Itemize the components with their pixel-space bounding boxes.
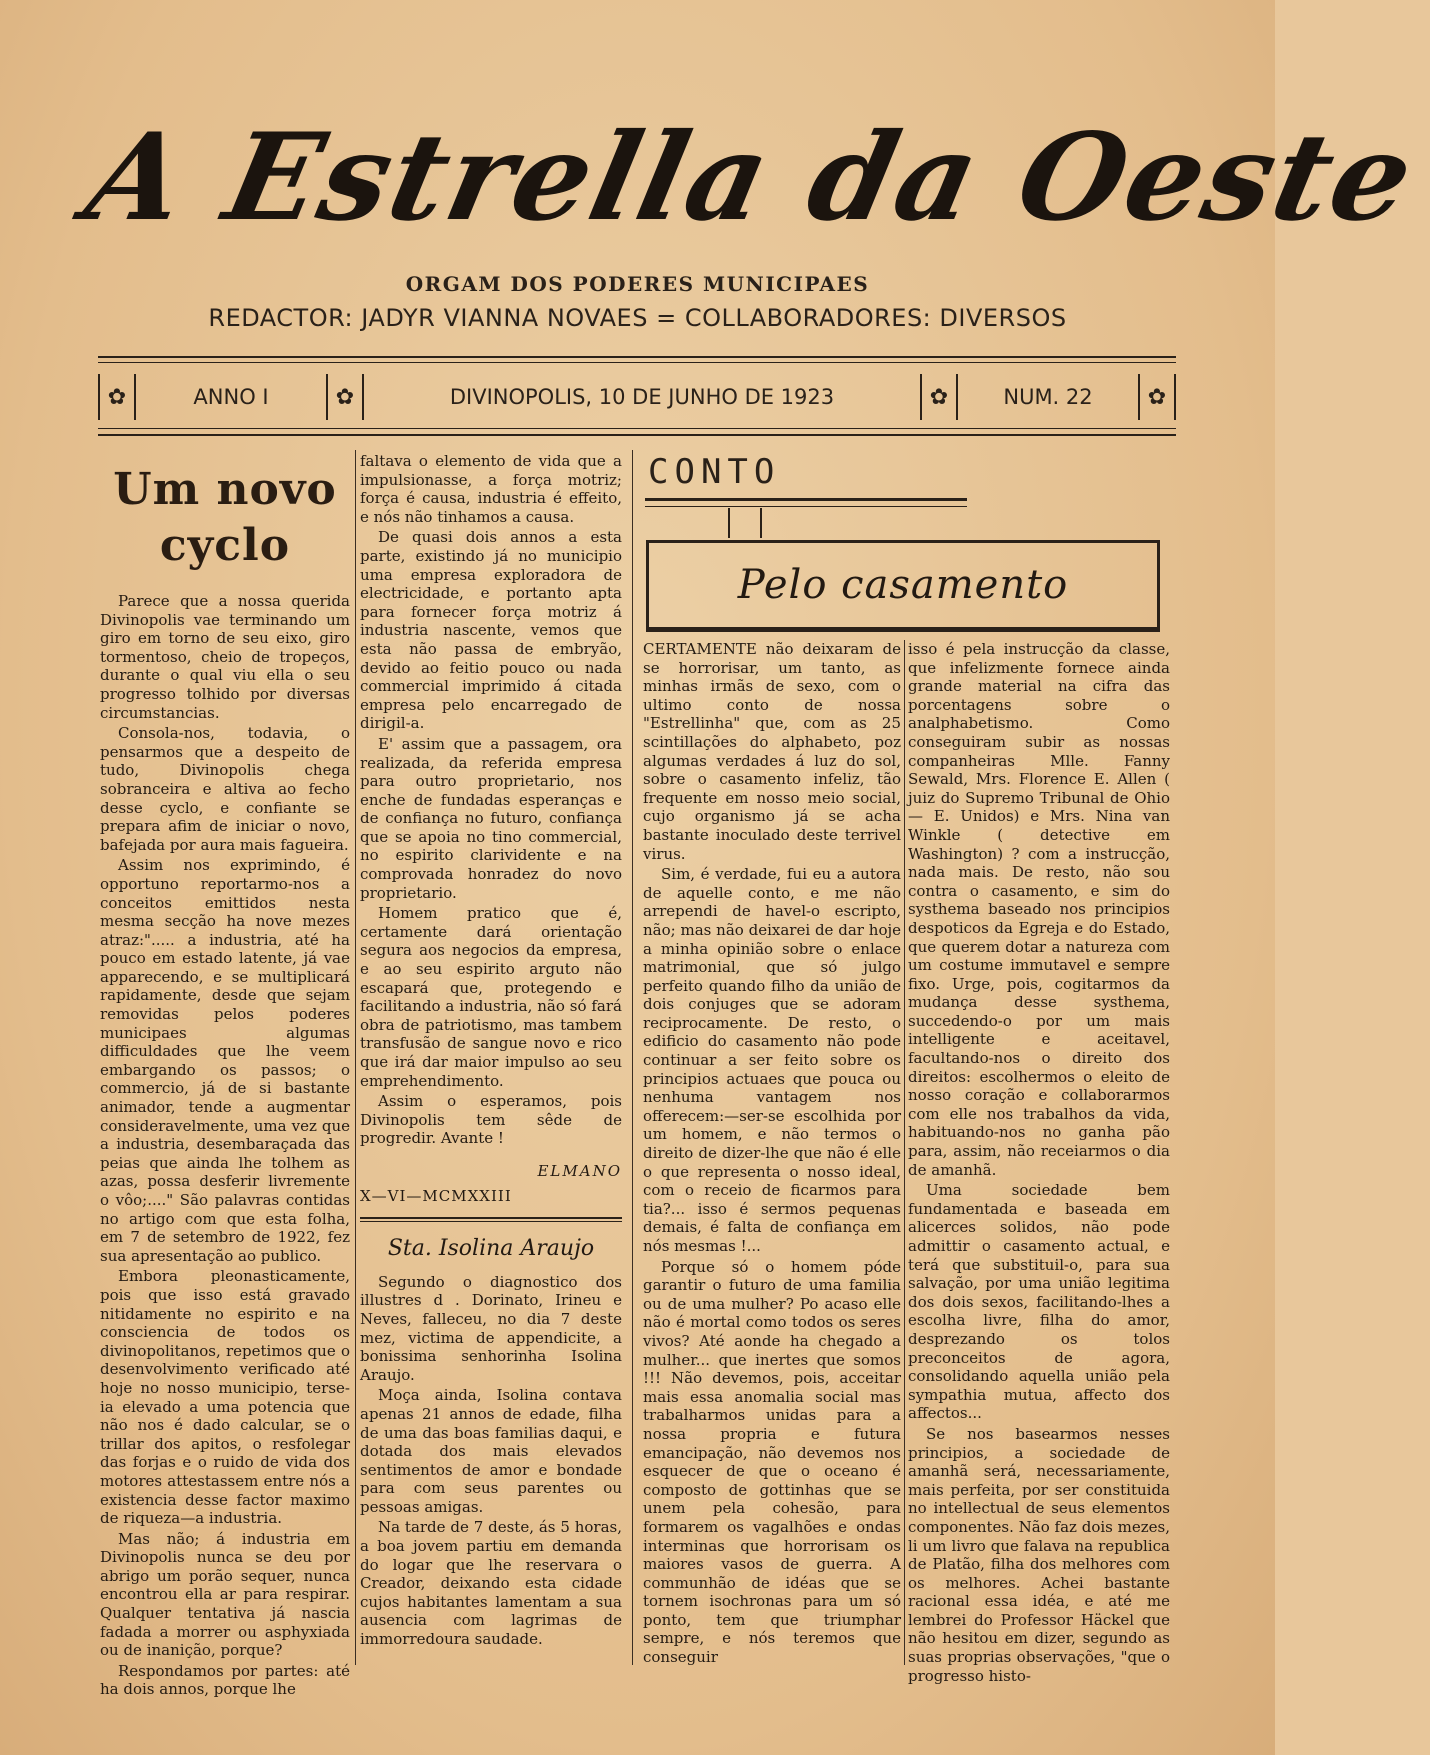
- section-divider-thin: [360, 1221, 622, 1222]
- article-paragraph: E' assim que a passagem, ora realizada, da referida empresa para outro proprietario, nos enche de fundadas esperanças e de confiança no futuro, confiança que se apoia no tino commercial, no espirito clarividente e na comprovada honradez do novo proprietario.: [360, 734, 622, 902]
- article-dateline: X—VI—MCMXXIII: [360, 1186, 512, 1205]
- tale-title: Pelo casamento: [646, 540, 1160, 632]
- tale-paragraph: Porque só o homem póde garantir o futuro de uma familia ou de uma mulher? Po acaso elle não é mortal como todos os seres vivos? Até aonde ha chegado a mulher... que inertes que somos !!! Não devemos, pois, acceitar mais essa anomalia social mas trabalharmos unidas para a nossa propria e futura emancipação, não devemos nos esquecer de que o oceano é composto de gottinhas que se unem pela cohesão, para formarem os vagalhões e ondas interminas que horrorisam os maiores vasos de guerra. A communhão de idéas que se tornem isochronas para um só ponto, tem que triumphar sempre, e nós teremos que conseguir: [643, 1257, 901, 1667]
- article-um-novo-cyclo: [100, 452, 350, 1701]
- header-rule-bottom-thin: [98, 428, 1176, 429]
- issue-year: ANNO I: [193, 385, 269, 409]
- article-headline: Um novo cyclo: [113, 464, 337, 571]
- article-paragraph: Assim nos exprimindo, é opportuno reportarmo-nos a conceitos emittidos nesta mesma secção ha nove mezes atraz:"..... a industria, até ha pouco em estado latente, já vae apparecendo, e se multiplicará rapidamente, desde que sejam removidas pelos poderes municipaes algumas difficuldades que lhe veem embargando os passos; o commercio, já de si bastante animador, tende a augmentar consideravelmente, uma vez que a industria, desembaraçada das peias que ainda lhe tolhem as azas, possa desferir livremente o vôo;...." São palavras contidas no artigo com que esta folha, em 7 de setembro de 1922, fez sua apresentação ao publico.: [100, 856, 350, 1265]
- article-paragraph: Consola-nos, todavia, o pensarmos que a despeito de tudo, Divinopolis chega sobranceira e altiva ao fecho desse cyclo, e confiante se prepara afim de iniciar o novo, bafejada por aura mais fagueira.: [100, 724, 350, 854]
- obituary-paragraph: Moça ainda, Isolina contava apenas 21 annos de edade, filha de uma das boas familias daqui, e dotada dos mais elevados sentimentos de amor e bondade para com seus parentes ou pessoas amigas.: [360, 1386, 622, 1516]
- masthead-staff: REDACTOR: JADYR VIANNA NOVAES = COLLABORADORES: DIVERSOS: [208, 304, 1067, 332]
- article-paragraph: Respondamos por partes: até ha dois annos, porque lhe: [100, 1661, 350, 1699]
- tale-column-2: [908, 640, 1170, 1687]
- column-rule: [355, 450, 356, 1665]
- rosette-icon: ✿: [1138, 374, 1176, 420]
- header-rule-bottom: [98, 434, 1176, 436]
- rosette-icon: ✿: [920, 374, 958, 420]
- article-paragraph: Parece que a nossa querida Divinopolis vae terminando um giro em torno de seu eixo, giro tormentoso, cheio de tropeços, durante o qual viu ella o seu progresso tolhido por diversas circumstancias.: [100, 592, 350, 722]
- column-rule: [904, 640, 905, 1665]
- issue-infobar: [98, 368, 1176, 426]
- article-paragraph: Mas não; á industria em Divinopolis nunca se deu por abrigo um porão sequer, nunca encontrou ella ar para respirar. Qualquer tentativa já nascia fadada a morrer ou asphyxiada ou de inanição, porque?: [100, 1529, 350, 1660]
- article-paragraph: Homem pratico que é, certamente dará orientação segura aos negocios da empresa, e ao seu espirito arguto não escapará que, protegendo e facilitando a industria, não só fará obra de patriotismo, mas tambem transfusão de sangue novo e rico que irá dar maior impulso ao seu emprehendimento.: [360, 904, 622, 1090]
- header-rule-top: [98, 356, 1176, 358]
- article-signature: ELMANO: [537, 1161, 622, 1180]
- tale-column-1: [643, 640, 901, 1669]
- tale-paragraph: isso é pela instrucção da classe, que infelizmente fornece ainda grande material na cifra das porcentagens sobre o analphabetismo. Como conseguiram subir as nossas companheiras Mlle. Fanny Sewald, Mrs. Florence E. Allen ( juiz do Supremo Tribunal de Ohio — E. Unidos) e Mrs. Nina van Winkle ( detective em Washington) ? com a instrucção, nada mais. De resto, não sou contra o casamento, e sim do systhema baseado nos principios despoticos da Egreja e do Estado, que querem dotar a natureza com um costume immutavel e sempre fixo. Urge, pois, cogitarmos da mudança desse systhema, succedendo-o por um mais intelligente e aceitavel, facultando-nos o direito dos direitos: escolhermos o eleito de nosso coração e collaborarmos com elle nos trabalhos da vida, habituando-nos no ganha pão para, assim, não receiarmos o dia de amanhã.: [908, 640, 1170, 1179]
- article-paragraph: Assim o esperamos, pois Divinopolis tem sêde de progredir. Avante !: [360, 1092, 622, 1148]
- article-continuation: [360, 452, 622, 1651]
- obituary-paragraph: Na tarde de 7 deste, ás 5 horas, a boa jovem partiu em demanda do logar que lhe reservara o Creador, deixando esta cidade cujos habitantes lamentam a sua ausencia com lagrimas de immorredoura saudade.: [360, 1518, 622, 1649]
- section-heading-conto: CONTO: [648, 452, 781, 492]
- section-divider: [360, 1217, 622, 1219]
- column-rule: [632, 450, 633, 1665]
- article-paragraph: Embora pleonasticamente, pois que isso está gravado nitidamente no espirito e na consciencia de todos os divinopolitanos, repetimos que o desenvolvimento verificado até hoje no nosso municipio, terse-ia elevado a uma potencia que não nos é dado calcular, se o trillar dos apitos, o resfolegar das forjas e o ruido de vida dos motores attestassem entre nós a existencia desse factor maximo de riqueza—a industria.: [100, 1267, 350, 1528]
- obituary-title: Sta. Isolina Araujo: [387, 1236, 595, 1262]
- masthead-subtitle: ORGAM DOS PODERES MUNICIPAES: [405, 272, 870, 296]
- tale-paragraph: Sim, é verdade, fui eu a autora de aquelle conto, e me não arrependi de havel-o escripto, não; mas não deixarei de dar hoje a minha opinião sobre o enlace matrimonial, que só julgo perfeito quando filho da união de dois conjuges que se adoram reciprocamente. De resto, o edificio do casamento não pode continuar a ser feito sobre os principios actuaes que pouca ou nenhuma vantagem nos offerecem:—ser-se escolhida por um homem, e não termos o direito de dizer-lhe que não é elle o que representa o nosso ideal, com o receio de ficarmos para tia?... isso é sermos pequenas demais, é falta de confiança em nós mesmas !...: [643, 865, 901, 1255]
- header-rule-top-thin: [98, 362, 1176, 363]
- tale-paragraph: Uma sociedade bem fundamentada e baseada em alicerces solidos, não pode admittir o casamento actual, e terá que substituil-o, para sua salvação, por uma união legitima dos dois sexos, facilitando-lhes a escolha livre, filha do amor, desprezando os tolos preconceitos de agora, consolidando aquella união pela sympathia mutua, affecto dos affectos...: [908, 1181, 1170, 1423]
- conto-rule-thin: [645, 506, 967, 507]
- issue-number: NUM. 22: [1003, 385, 1093, 409]
- rosette-icon: ✿: [98, 374, 136, 420]
- article-paragraph: De quasi dois annos a esta parte, existindo já no municipio uma empresa exploradora de electricidade, e portanto apta para fornecer força motriz á industria nascente, vemos que esta não passa de embryão, devido ao feitio pouco ou nada commercial imprimido á citada empresa pelo encarregado de dirigil-a.: [360, 528, 622, 733]
- issue-date: DIVINOPOLIS, 10 DE JUNHO DE 1923: [449, 385, 835, 409]
- rosette-icon: ✿: [326, 374, 364, 420]
- conto-rule: [645, 498, 967, 501]
- masthead-title: A Estrella da Oeste: [75, 107, 1427, 248]
- tale-paragraph: Se nos basearmos nesses principios, a sociedade de amanhã será, necessariamente, mais perfeita, por ser constituida no intellectual de seus elementos componentes. Não faz dois mezes, li um livro que falava na republica de Platão, filha dos melhores com os melhores. Achei bastante racional essa idéa, e até me lembrei do Professor Häckel que não hesitou em dizer, segundo as suas proprias observações, "que o progresso histo-: [908, 1424, 1170, 1685]
- tale-paragraph: CERTAMENTE não deixaram de se horrorisar, um tanto, as minhas irmãs de sexo, com o ultimo conto de nossa "Estrellinha" que, com as 25 scintillações do alphabeto, poz algumas verdades á luz do sol, sobre o casamento infeliz, tão frequente em nosso meio social, cujo organismo já se acha bastante inoculado deste terrivel virus.: [643, 640, 901, 863]
- obituary-paragraph: Segundo o diagnostico dos illustres d . Dorinato, Irineu e Neves, falleceu, no dia 7 deste mez, victima de appendicite, a bonissima senhorinha Isolina Araujo.: [360, 1272, 622, 1384]
- conto-ornament: [728, 508, 762, 538]
- article-paragraph: faltava o elemento de vida que a impulsionasse, a força motriz; força é causa, industria é effeito, e nós não tinhamos a causa.: [360, 452, 622, 526]
